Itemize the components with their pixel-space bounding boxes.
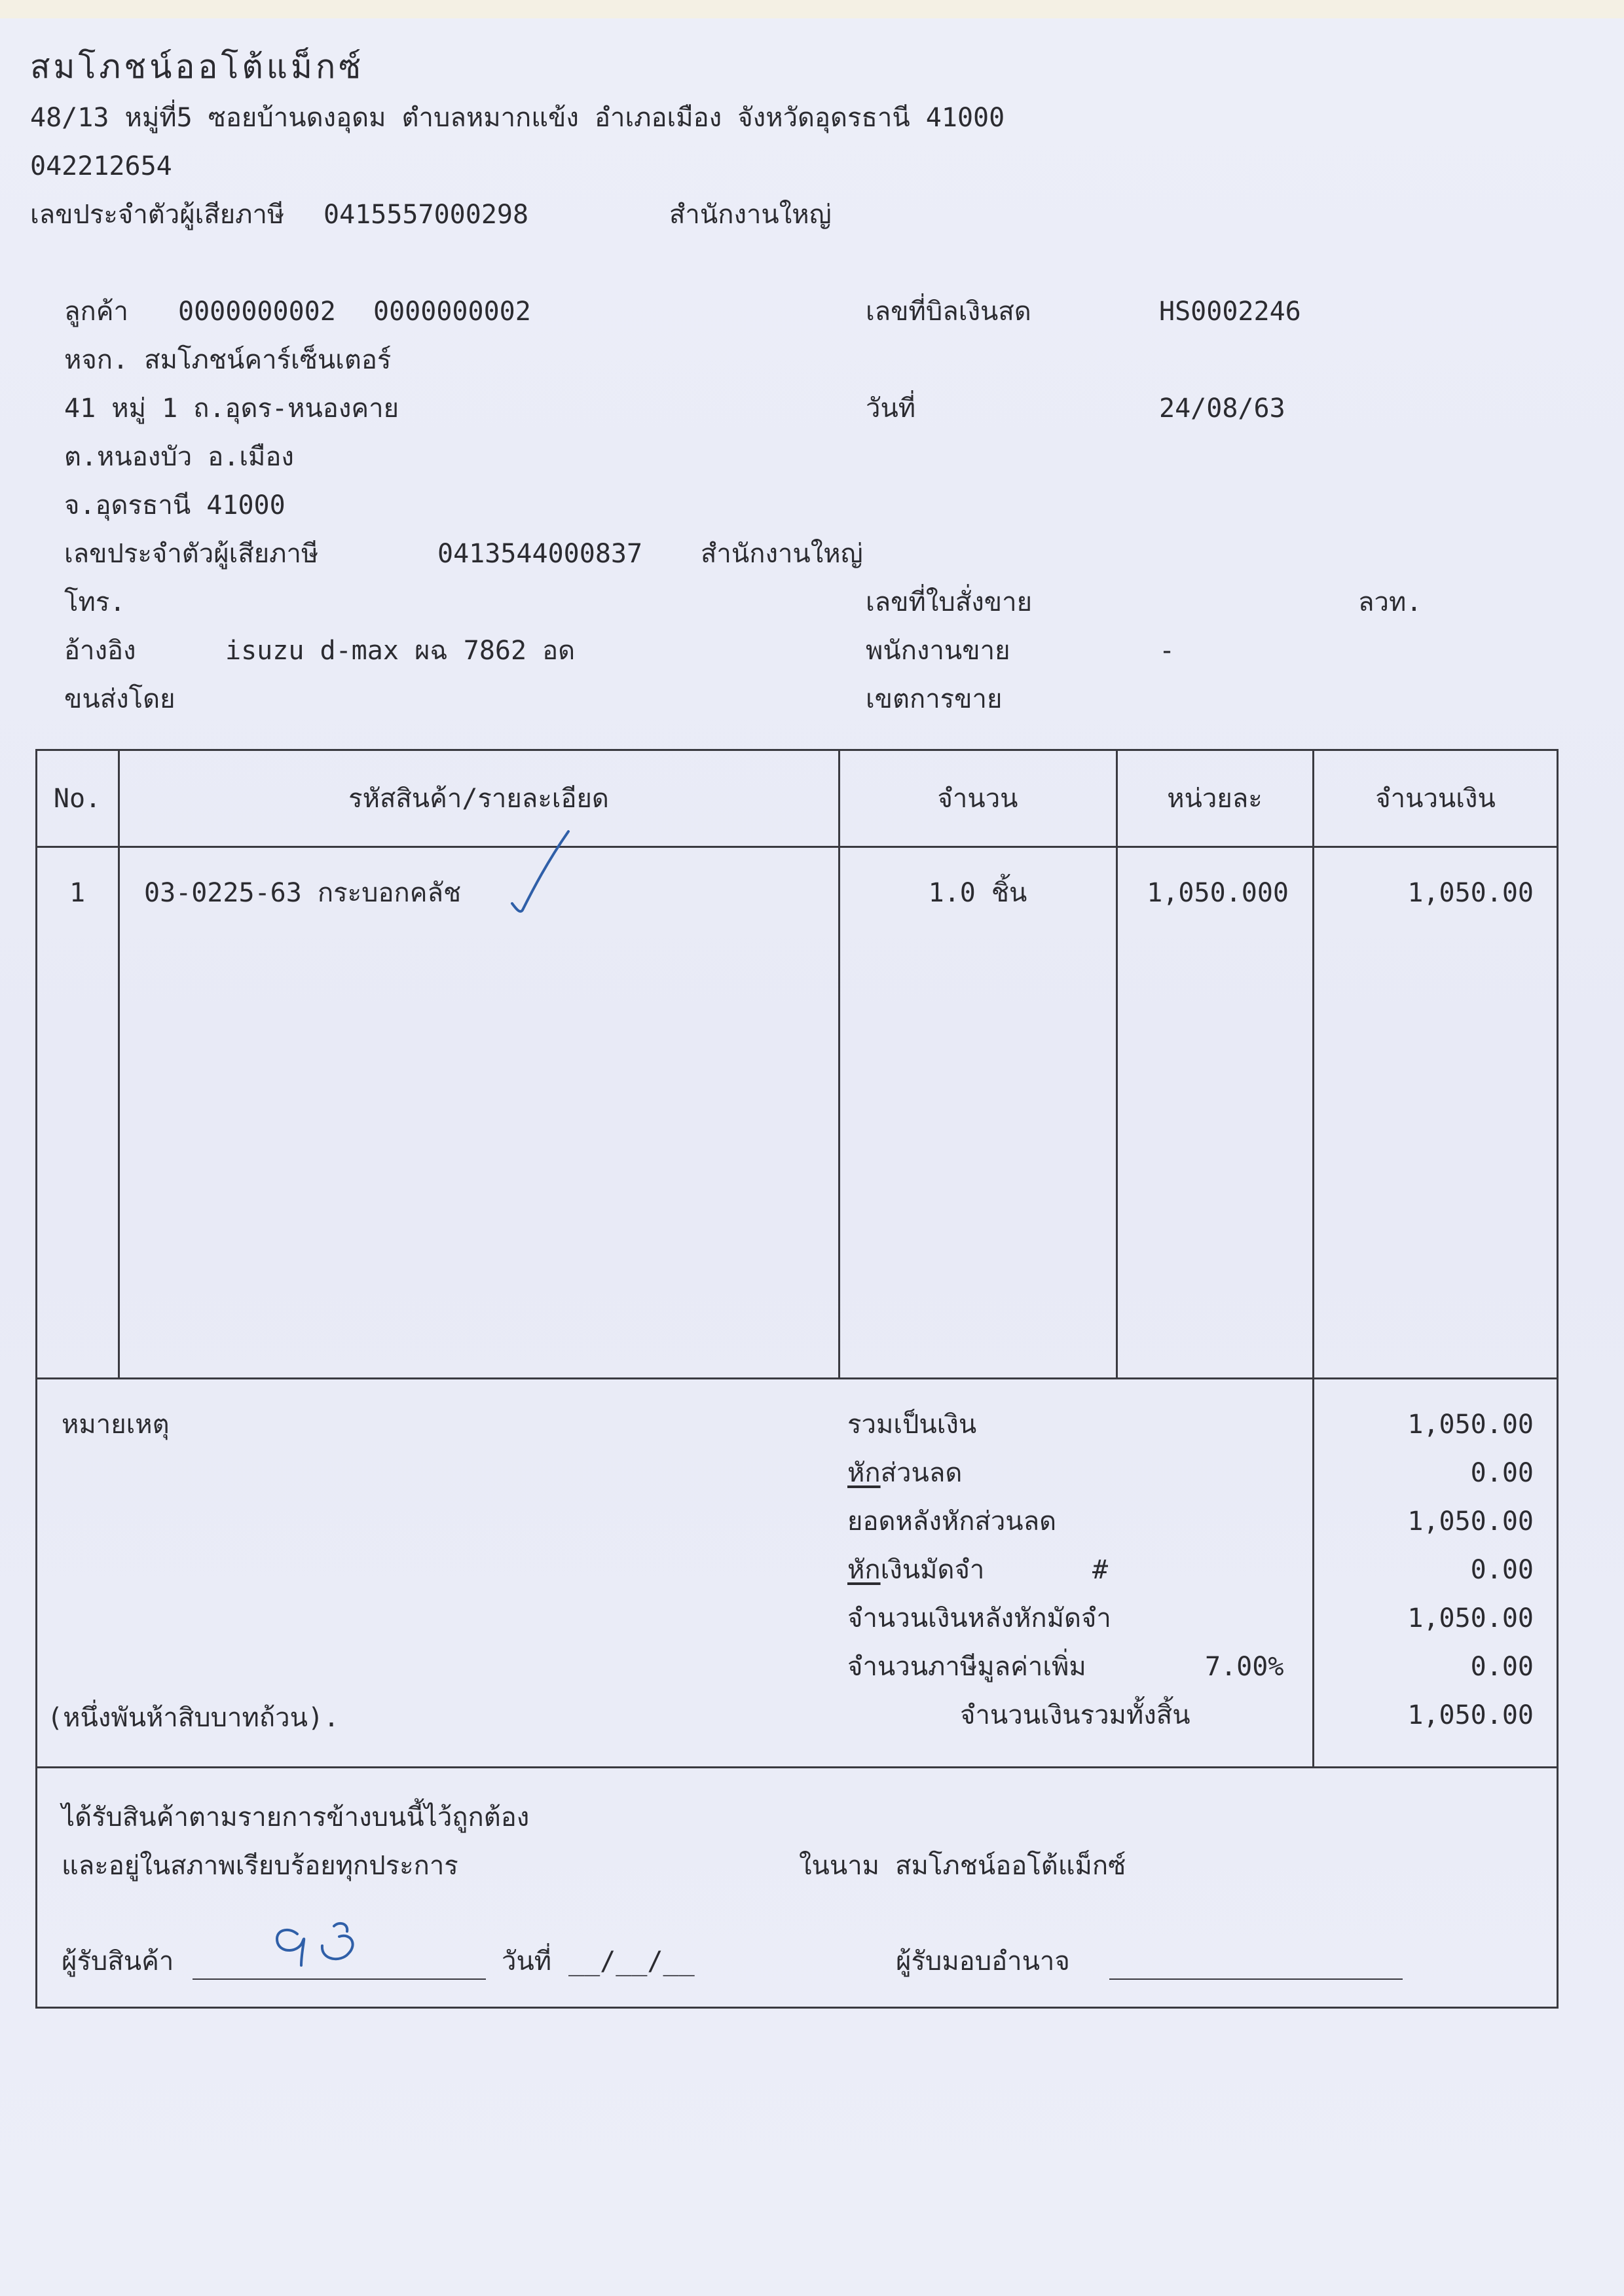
header-divider (35, 846, 1559, 848)
after-deposit-value: 1,050.00 (1407, 1603, 1534, 1633)
header-amount: จำนวนเงิน (1375, 784, 1496, 814)
summary-bottom-divider (35, 1766, 1559, 1768)
received-line-1: ได้รับสินค้าตามรายการข้างบนนี้ไว้ถูกต้อง (62, 1802, 530, 1832)
bill-no-label: เลขที่บิลเงินสด (866, 297, 1031, 327)
deposit-hash: # (1092, 1555, 1109, 1585)
company-phone: 042212654 (30, 151, 172, 181)
subtotal-value: 1,050.00 (1407, 1410, 1534, 1440)
amount-in-words: (หนึ่งพันห้าสิบบาทถ้วน). (47, 1703, 340, 1733)
vat-label: จำนวนภาษีมูลค่าเพิ่ม (847, 1652, 1086, 1682)
row-unit-price: 1,050.000 (1147, 878, 1289, 908)
after-deposit-label: จำนวนเงินหลังหักมัดจำ (847, 1603, 1111, 1633)
subtotal-label: รวมเป็นเงิน (847, 1410, 977, 1440)
after-discount-label: ยอดหลังหักส่วนลด (847, 1506, 1057, 1537)
sales-order-label: เลขที่ใบสั่งขาย (866, 587, 1033, 617)
discount-label-text: ส่วนลด (880, 1458, 963, 1488)
discount-label-deduct: หัก (847, 1458, 881, 1488)
row-amount: 1,050.00 (1407, 878, 1534, 908)
deposit-label-text: เงินมัดจำ (880, 1555, 985, 1585)
customer-tax-id: 0413544000837 (437, 539, 643, 569)
customer-address-2: ต.หนองบัว อ.เมือง (64, 442, 294, 472)
receive-date-label: วันที่ (502, 1946, 552, 1977)
row-qty: 1.0 ชิ้น (928, 878, 1027, 908)
col-divider-no (118, 749, 120, 1379)
company-branch: สำนักงานใหญ่ (669, 200, 832, 230)
header-qty: จำนวน (937, 784, 1018, 814)
company-tax-id: 0415557000298 (323, 200, 529, 230)
authorized-signature-line (1109, 1978, 1403, 1980)
deposit-label (847, 1554, 984, 1586)
company-tax-label: เลขประจำตัวผู้เสียภาษี (30, 200, 285, 230)
row-no: 1 (69, 878, 86, 908)
customer-address-1: 41 หมู่ 1 ถ.อุดร-หนองคาย (64, 393, 399, 424)
scan-edge (0, 0, 1624, 18)
customer-code-2: 0000000002 (373, 297, 531, 327)
remark-label: หมายเหตุ (62, 1410, 170, 1440)
row-desc: 03-0225-63 กระบอกคลัช (144, 878, 462, 908)
customer-address-3: จ.อุดรธานี 41000 (64, 490, 286, 520)
salesperson-label: พนักงานขาย (866, 636, 1010, 666)
after-discount-value: 1,050.00 (1407, 1506, 1534, 1537)
receive-date-blank: __/__/__ (568, 1946, 695, 1977)
header-no: No. (53, 784, 101, 814)
authorized-label: ผู้รับมอบอำนาจ (896, 1946, 1070, 1977)
customer-label: ลูกค้า (64, 297, 128, 327)
vat-rate: 7.00% (1205, 1652, 1284, 1682)
discount-label (847, 1457, 962, 1489)
customer-ship-label: ขนส่งโดย (64, 684, 175, 714)
customer-code-1: 0000000002 (178, 297, 336, 327)
check-mark-icon (504, 826, 576, 918)
salesperson-value: - (1159, 636, 1175, 666)
company-name: สมโภชน์ออโต้แม็กซ์ (30, 48, 365, 86)
customer-branch: สำนักงานใหญ่ (701, 539, 863, 569)
col-divider-qty (1116, 749, 1118, 1379)
col-divider-desc (838, 749, 840, 1379)
company-address: 48/13 หมู่ที่5 ซอยบ้านดงอุดม ตำบลหมากแข้ง อำเภอเมือง จังหวัดอุดรธานี 41000 (30, 103, 1005, 133)
customer-phone-label: โทร. (64, 587, 126, 617)
bill-no-value: HS0002246 (1159, 297, 1301, 327)
customer-ref-value: isuzu d-max ผฉ 7862 อด (225, 636, 576, 666)
bill-date-value: 24/08/63 (1159, 393, 1285, 424)
discount-value: 0.00 (1470, 1458, 1534, 1488)
bill-date-label: วันที่ (866, 393, 916, 424)
receiver-signature-line (193, 1978, 486, 1980)
customer-tax-label: เลขประจำตัวผู้เสียภาษี (64, 539, 319, 569)
deposit-value: 0.00 (1470, 1555, 1534, 1585)
received-line-2: และอยู่ในสภาพเรียบร้อยทุกประการ (62, 1851, 458, 1881)
receiver-label: ผู้รับสินค้า (62, 1946, 174, 1977)
receiver-signature (268, 1920, 373, 1972)
deposit-label-deduct: หัก (847, 1555, 881, 1585)
header-desc: รหัสสินค้า/รายละเอียด (348, 784, 609, 814)
vat-value: 0.00 (1470, 1652, 1534, 1682)
header-unit-price: หน่วยละ (1167, 784, 1263, 814)
on-behalf-of: ในนาม สมโภชน์ออโต้แม็กซ์ (799, 1851, 1126, 1881)
items-bottom-divider (35, 1377, 1559, 1379)
total-label: จำนวนเงินรวมทั้งสิ้น (960, 1700, 1190, 1730)
customer-name: หจก. สมโภชน์คาร์เซ็นเตอร์ (64, 345, 392, 375)
total-value: 1,050.00 (1407, 1700, 1534, 1730)
sales-area-label: เขตการขาย (866, 684, 1003, 714)
customer-ref-label: อ้างอิง (64, 636, 136, 666)
sales-order-value: ลวท. (1358, 587, 1422, 617)
